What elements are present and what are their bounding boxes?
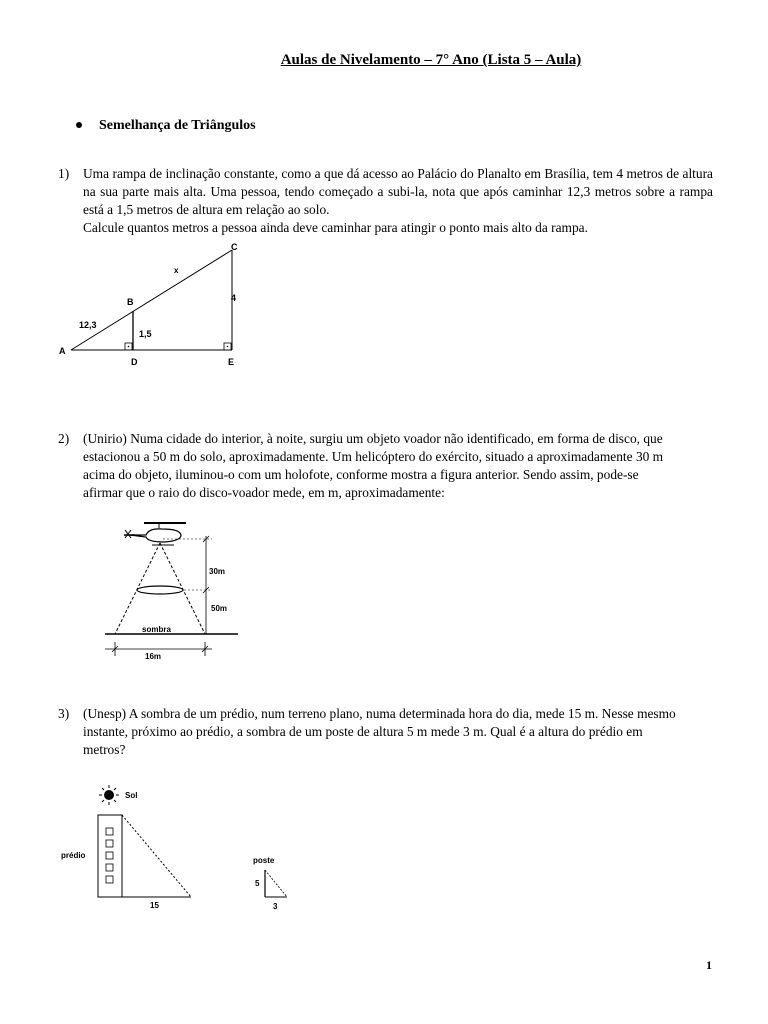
ufo-disc xyxy=(137,586,183,594)
question-text: (Unirio) Numa cidade do interior, à noite, surgiu um objeto voador não identificado, em forma de disco, que xyxy=(83,431,663,446)
label-bd: 1,5 xyxy=(139,329,152,339)
question-number: 2) xyxy=(58,431,70,446)
question-text: Uma rampa de inclinação constante, como a que dá acesso ao Palácio do Planalto em Brasília, tem 4 metros de altura na sua parte mais alta. Uma pessoa, tendo começado a subi-la, nota que após caminhar 12,3 metros sobre a rampa está a 1,5 metros de altura em relação ao solo. xyxy=(83,166,713,217)
building xyxy=(98,815,122,897)
question-text: estacionou a 50 m do solo, aproximadamente. Um helicóptero do exército, situado a aproximadamente 30 m xyxy=(83,449,664,464)
sun-icon xyxy=(99,785,119,805)
ufo-figure xyxy=(100,518,250,663)
label-16m: 16m xyxy=(145,652,162,661)
question-text: afirmar que o raio do disco-voador mede, em m, aproximadamente: xyxy=(83,485,445,500)
question-number: 3) xyxy=(58,706,70,721)
label-predio: prédio xyxy=(61,851,86,860)
question-text: acima do objeto, iluminou-o com um holofote, conforme mostra a figura anterior. Sendo assim, pode-se xyxy=(83,467,639,482)
question-number: 1) xyxy=(58,166,70,181)
bullet-icon xyxy=(76,122,82,128)
label-30m: 30m xyxy=(209,567,226,576)
label-a: A xyxy=(59,346,66,356)
question-text: instante, próximo ao prédio, a sombra de um poste de altura 5 m mede 3 m. Qual é a altura do prédio em xyxy=(83,724,643,739)
section-label: Semelhança de Triângulos xyxy=(99,118,256,133)
label-b: B xyxy=(127,297,134,307)
label-x: x xyxy=(174,266,179,275)
label-3: 3 xyxy=(273,902,278,911)
section-heading xyxy=(76,118,256,134)
label-sombra: sombra xyxy=(142,625,171,634)
label-ce: 4 xyxy=(231,293,237,303)
label-e: E xyxy=(228,357,235,367)
question-2 xyxy=(58,430,713,502)
question-text: metros? xyxy=(83,742,126,757)
building-figure xyxy=(58,782,308,912)
label-50m: 50m xyxy=(211,604,228,613)
label-ab: 12,3 xyxy=(79,320,97,330)
label-poste: poste xyxy=(253,856,275,865)
ramp-figure xyxy=(55,238,255,368)
label-15: 15 xyxy=(150,901,159,910)
label-d: D xyxy=(131,357,138,367)
helicopter-icon xyxy=(124,523,186,545)
label-c: C xyxy=(231,242,238,252)
label-sol: Sol xyxy=(125,791,138,800)
question-text: Calcule quantos metros a pessoa ainda deve caminhar para atingir o ponto mais alto da rampa. xyxy=(83,220,588,235)
page-number: 1 xyxy=(706,958,712,972)
label-5: 5 xyxy=(255,879,260,888)
page-title: Aulas de Nivelamento – 7° Ano (Lista 5 – Aula) xyxy=(280,52,582,68)
question-1 xyxy=(58,165,713,237)
question-text: (Unesp) A sombra de um prédio, num terreno plano, numa determinada hora do dia, mede 15 m. Nesse mesmo xyxy=(83,706,676,721)
question-3 xyxy=(58,705,713,759)
